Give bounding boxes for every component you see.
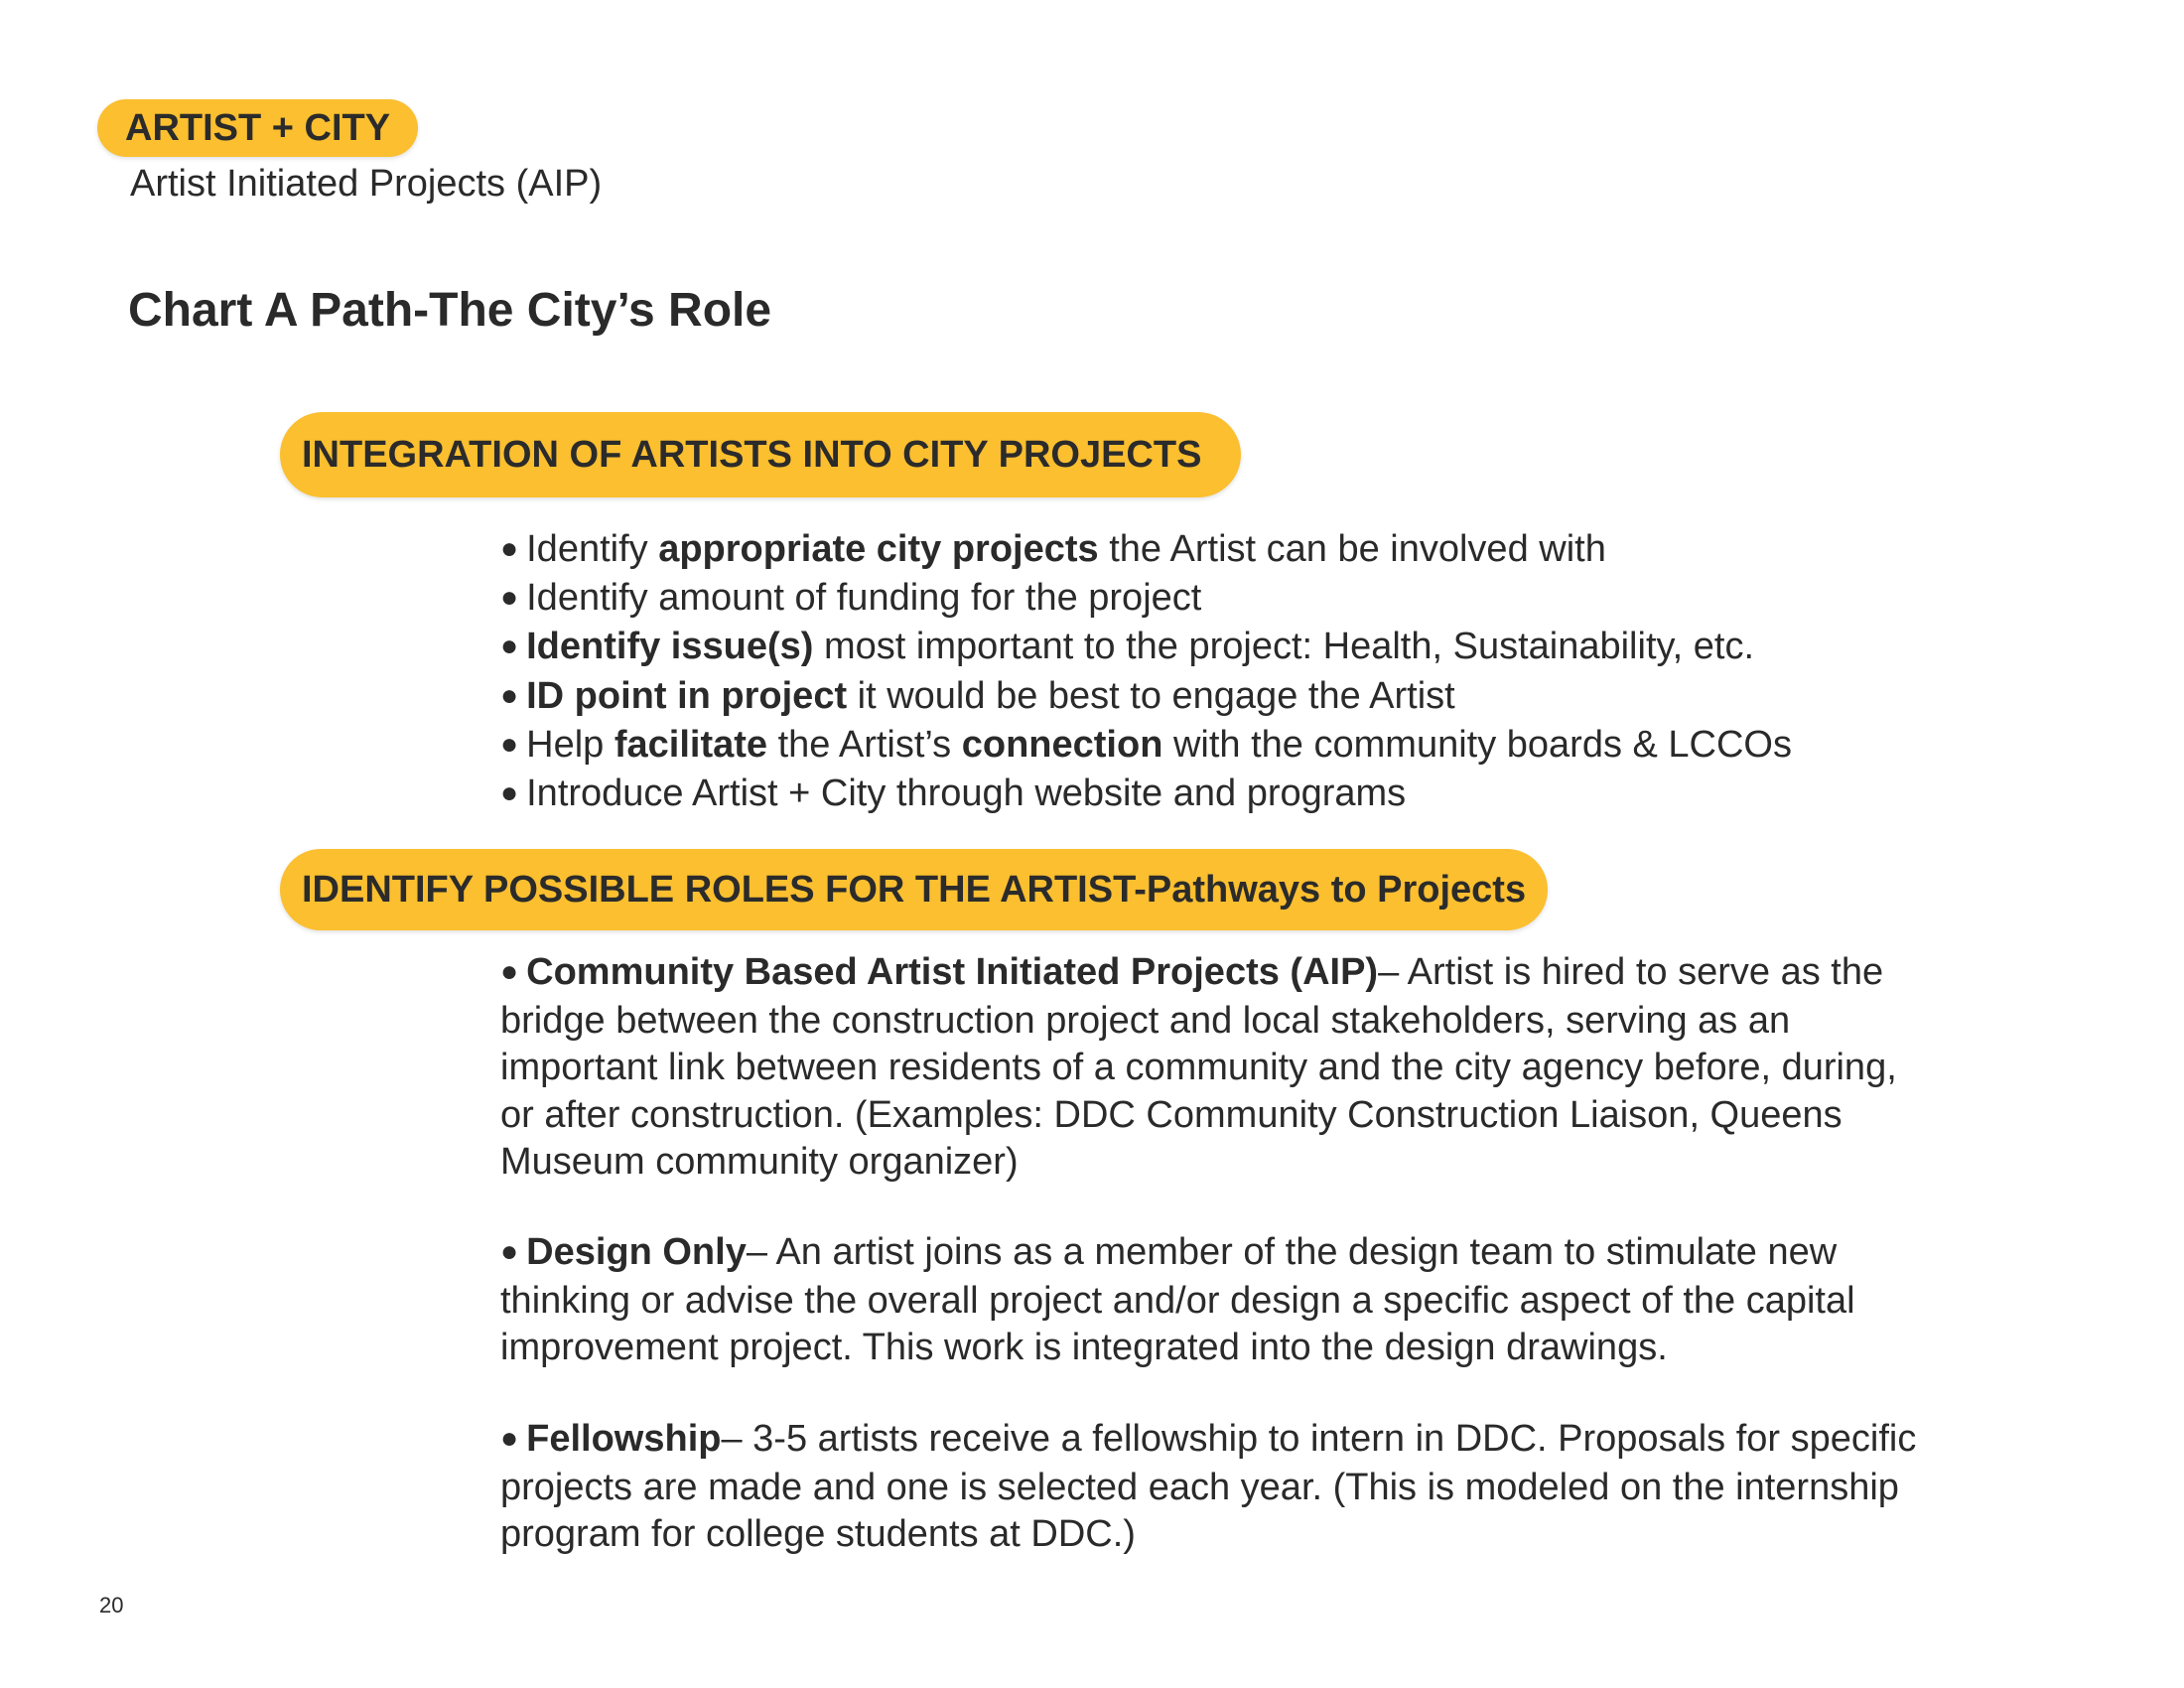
bullet-icon: ● [500,532,519,565]
list-item: ● ID point in project it would be best to engage the Artist [500,674,1455,717]
page-title: Chart A Path-The City’s Role [128,284,772,337]
section-heading-roles: IDENTIFY POSSIBLE ROLES FOR THE ARTIST-Pathways to Projects [280,849,1548,930]
list-item: ● Identify appropriate city projects the Artist can be involved with [500,528,1606,570]
bullet-icon: ● [500,630,519,663]
subtitle: Artist Initiated Projects (AIP) [130,163,603,205]
bullet-icon: ● [500,581,519,615]
role-design-only [500,1229,1930,1372]
brand-label: ARTIST + CITY [97,99,418,157]
list-item: ● Help facilitate the Artist’s connection with the community boards & LCCOs [500,723,1792,766]
bullet-icon: ● [500,776,519,810]
page-number: 20 [99,1593,124,1618]
section-heading-integration: INTEGRATION OF ARTISTS INTO CITY PROJECTS [280,412,1241,497]
role-description: – 3-5 artists receive a fellowship to intern in DDC. Proposals for specific projects are made and one is selected each year. (This is modeled on the internship program for college students at DDC.) [500,1418,1917,1556]
bullet-icon: ● [500,678,519,712]
role-name: Fellowship [526,1418,722,1460]
role-description: – An artist joins as a member of the design team to stimulate new thinking or advise the overall project and/or design a specific aspect of the capital improvement project. This work is integrated into the design drawings. [500,1231,1855,1369]
list-item: ● Introduce Artist + City through website and programs [500,773,1407,815]
bullet-icon: ● [500,727,519,761]
role-community-aip [500,949,1930,1186]
bullet-icon: ● [500,1422,519,1455]
role-name: Community Based Artist Initiated Projects (AIP) [526,951,1379,993]
bullet-icon: ● [500,955,519,988]
role-description: – Artist is hired to serve as the bridge between the construction project and local stakeholders, serving as an important link between residents of a community and the city agency before, during, or after construction. (Examples: DDC Community Construction Liaison, Queens Museum community organizer) [500,951,1897,1183]
bullet-icon: ● [500,1235,519,1268]
integration-list [500,526,1792,819]
list-item: ● Identify issue(s) most important to the project: Health, Sustainability, etc. [500,626,1755,668]
role-name: Design Only [526,1231,747,1273]
role-fellowship [500,1416,1930,1559]
list-item: ● Identify amount of funding for the project [500,577,1202,620]
